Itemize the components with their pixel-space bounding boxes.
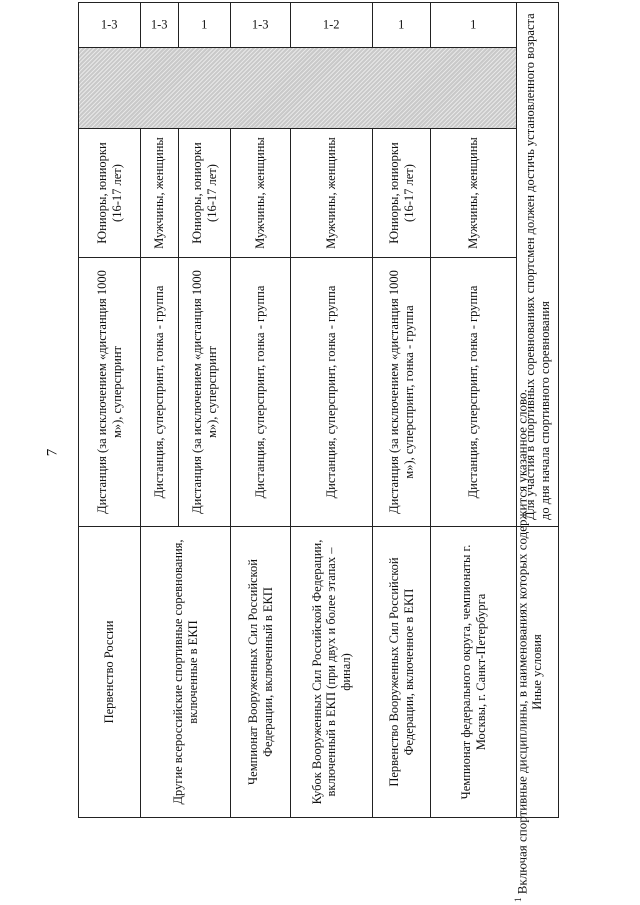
rank-cell (373, 3, 431, 48)
discipline-cell: Дистанция (за исключением «дистанция 1000 м»), суперспринт, гонка - группа (373, 258, 431, 527)
discipline-cell: Дистанция (за исключением «дистанция 1000 м»), суперспринт (179, 258, 231, 527)
rank-cell (141, 3, 179, 48)
rank-value: 1 (201, 17, 208, 32)
category-cell: Юниоры, юниорки (16-17 лет) (79, 129, 141, 258)
rank-value: 1 (470, 17, 477, 32)
competition-cell: Чемпионат Вооруженных Сил Российской Федерации, включенный в ЕКП (231, 527, 291, 818)
rank-value: 1-3 (101, 17, 118, 32)
rank-value: 1-3 (252, 17, 269, 32)
competition-cell: Другие всероссийские спортивные соревнования, включенные в ЕКП (141, 527, 231, 818)
page-number: 7 (44, 448, 61, 457)
other-conditions-label: Иные условия (517, 527, 559, 818)
discipline-cell: Дистанция, суперспринт, гонка - группа (431, 258, 517, 527)
category-cell: Юниоры, юниорки (16-17 лет) (179, 129, 231, 258)
qualification-table (78, 2, 559, 818)
rank-cell (231, 3, 291, 48)
discipline-cell: Дистанция, суперспринт, гонка - группа (291, 258, 373, 527)
category-cell: Мужчины, женщины (431, 129, 517, 258)
table-row (79, 3, 141, 818)
hatched-cell (79, 48, 517, 129)
footnote-text: Включая спортивные дисциплины, в наименованиях которых содержится указанное слово. (514, 389, 530, 895)
category-cell: Юниоры, юниорки (16-17 лет) (373, 129, 431, 258)
discipline-cell: Дистанция (за исключением «дистанция 1000 м»), суперспринт (79, 258, 141, 527)
rank-value: 1-3 (151, 17, 168, 32)
competition-cell: Чемпионат федерального округа, чемпионаты г. Москвы, г. Санкт-Петербурга (431, 527, 517, 818)
competition-cell: Первенство России (79, 527, 141, 818)
footnote-marker: 1 (513, 897, 523, 902)
category-cell: Мужчины, женщины (141, 129, 179, 258)
rank-cell (291, 3, 373, 48)
rank-value: 1-2 (323, 17, 340, 32)
discipline-cell: Дистанция, суперспринт, гонка - группа (141, 258, 179, 527)
discipline-cell: Дистанция, суперспринт, гонка - группа (231, 258, 291, 527)
other-conditions-text: Для участия в спортивных соревнованиях спортсмен должен достичь установленного возраста до дня начала спортивного соревнования (517, 3, 559, 527)
competition-cell: Кубок Вооруженных Сил Российской Федерации, включенный в ЕКП (при двух и более этапах – финал) (291, 527, 373, 818)
category-cell: Мужчины, женщины (291, 129, 373, 258)
competition-cell: Первенство Вооруженных Сил Российской Федерации, включенное в ЕКП (373, 527, 431, 818)
rank-cell (79, 3, 141, 48)
category-cell: Мужчины, женщины (231, 129, 291, 258)
rank-cell (431, 3, 517, 48)
footnote (507, 2, 529, 902)
rank-value: 1 (398, 17, 405, 32)
rank-cell (179, 3, 231, 48)
